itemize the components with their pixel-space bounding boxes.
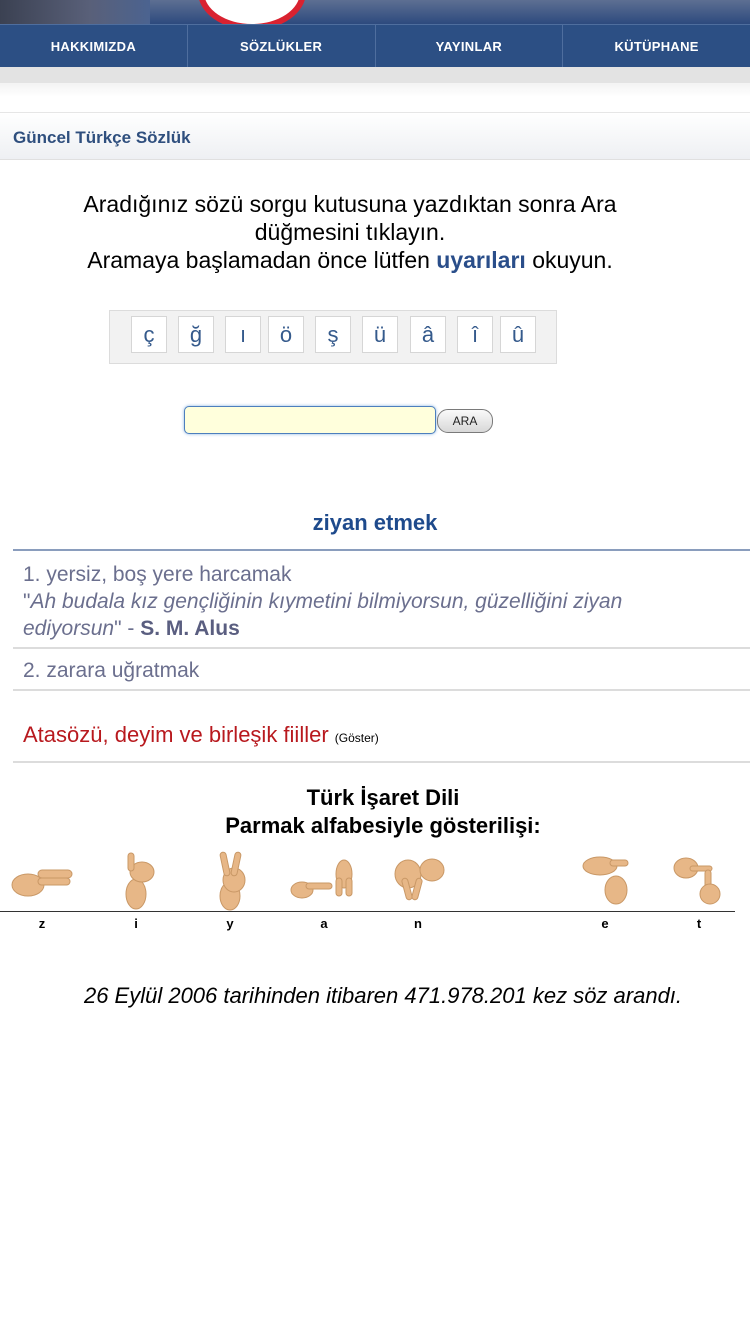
- char-button-a-circumflex[interactable]: â: [410, 316, 446, 353]
- fingerspelling-letter: a: [320, 916, 328, 931]
- result-divider: [13, 549, 750, 551]
- header-banner: [0, 0, 750, 24]
- quote-close: " -: [114, 617, 135, 640]
- char-button-g-breve[interactable]: ğ: [178, 316, 214, 353]
- hand-sign-e: [583, 857, 628, 904]
- sign-language-title-line-2: Parmak alfabesiyle gösterilişi:: [225, 813, 541, 838]
- fingerspelling-letter: t: [696, 916, 702, 931]
- char-button-i-circumflex[interactable]: î: [457, 316, 493, 353]
- fingerspelling-letter: y: [226, 916, 234, 931]
- char-button-o-umlaut[interactable]: ö: [268, 316, 304, 353]
- result-word: ziyan etmek: [312, 510, 438, 535]
- search-button[interactable]: ARA: [437, 409, 493, 433]
- instructions-line-2: düğmesini tıklayın.: [254, 219, 446, 245]
- search-counter: 26 Eylül 2006 tarihinden itibaren 471.978.201 kez söz arandı.: [83, 983, 683, 1008]
- hand-sign-y: [220, 852, 245, 910]
- proverbs-show-toggle[interactable]: (Göster): [334, 731, 379, 745]
- fingerspelling-letter: n: [414, 916, 422, 931]
- definition-2-meaning: zarara uğratmak: [46, 659, 200, 682]
- warnings-link[interactable]: uyarıları: [436, 247, 526, 273]
- divider-band: [0, 67, 750, 83]
- example-author: S. M. Alus: [140, 617, 240, 640]
- page-title: Güncel Türkçe Sözlük: [13, 128, 191, 147]
- search-input[interactable]: [184, 406, 436, 434]
- definition-2-num: 2.: [23, 659, 41, 682]
- hand-sign-a: [291, 860, 352, 898]
- definition-divider: [13, 689, 750, 691]
- main-nav: [0, 24, 750, 68]
- tdk-logo[interactable]: [198, 0, 306, 24]
- instructions-line-3-post: okuyun.: [532, 247, 613, 273]
- divider-shadow: [0, 83, 750, 97]
- quote-open: ": [23, 590, 31, 613]
- char-button-u-circumflex[interactable]: û: [500, 316, 536, 353]
- instructions-line-3: [30, 246, 670, 274]
- char-button-dotless-i[interactable]: ı: [225, 316, 261, 353]
- search-instructions: [30, 190, 670, 274]
- definition-1: [23, 561, 723, 642]
- proverbs-section: [23, 722, 379, 748]
- fingerspelling-baseline: [0, 911, 735, 912]
- definition-1-text: [23, 561, 723, 588]
- fingerspelling-hands: [0, 850, 750, 912]
- special-char-keyboard: [109, 310, 557, 364]
- proverbs-label: Atasözü, deyim ve birleşik fiiller: [23, 722, 329, 747]
- nav-item-kutuphane[interactable]: KÜTÜPHANE: [614, 39, 699, 54]
- proverbs-divider: [13, 761, 750, 763]
- fingerspelling-letter: z: [38, 916, 46, 931]
- definition-2: [23, 657, 723, 684]
- definition-divider: [13, 647, 750, 649]
- definition-1-meaning: yersiz, boş yere harcamak: [46, 563, 292, 586]
- definition-1-num: 1.: [23, 563, 41, 586]
- char-button-u-umlaut[interactable]: ü: [362, 316, 398, 353]
- char-button-c-cedilla[interactable]: ç: [131, 316, 167, 353]
- hand-sign-i: [126, 853, 154, 909]
- hand-sign-z: [12, 870, 72, 896]
- char-button-s-cedilla[interactable]: ş: [315, 316, 351, 353]
- instructions-line-1: Aradığınız sözü sorgu kutusuna yazdıktan sonra Ara: [83, 191, 617, 217]
- definition-1-example: [23, 588, 723, 642]
- instructions-line-3-pre: Aramaya başlamadan önce lütfen: [87, 247, 430, 273]
- nav-item-yayinlar[interactable]: YAYINLAR: [376, 25, 564, 68]
- section-header: [0, 112, 750, 160]
- fingerspelling-letter: i: [134, 916, 138, 931]
- example-sentence: Ah budala kız gençliğinin kıymetini bilmiyorsun, güzelliğini ziyan ediyorsun: [23, 590, 623, 640]
- fingerspelling-letter: e: [601, 916, 609, 931]
- sign-language-title: [0, 784, 750, 840]
- sign-language-title-line-1: Türk İşaret Dili: [306, 785, 460, 810]
- hand-sign-n: [395, 859, 444, 900]
- nav-item-sozlukler[interactable]: SÖZLÜKLER: [188, 25, 376, 68]
- nav-item-hakkimizda[interactable]: HAKKIMIZDA: [0, 25, 188, 68]
- banner-photo: [0, 0, 150, 24]
- hand-sign-t: [674, 858, 720, 904]
